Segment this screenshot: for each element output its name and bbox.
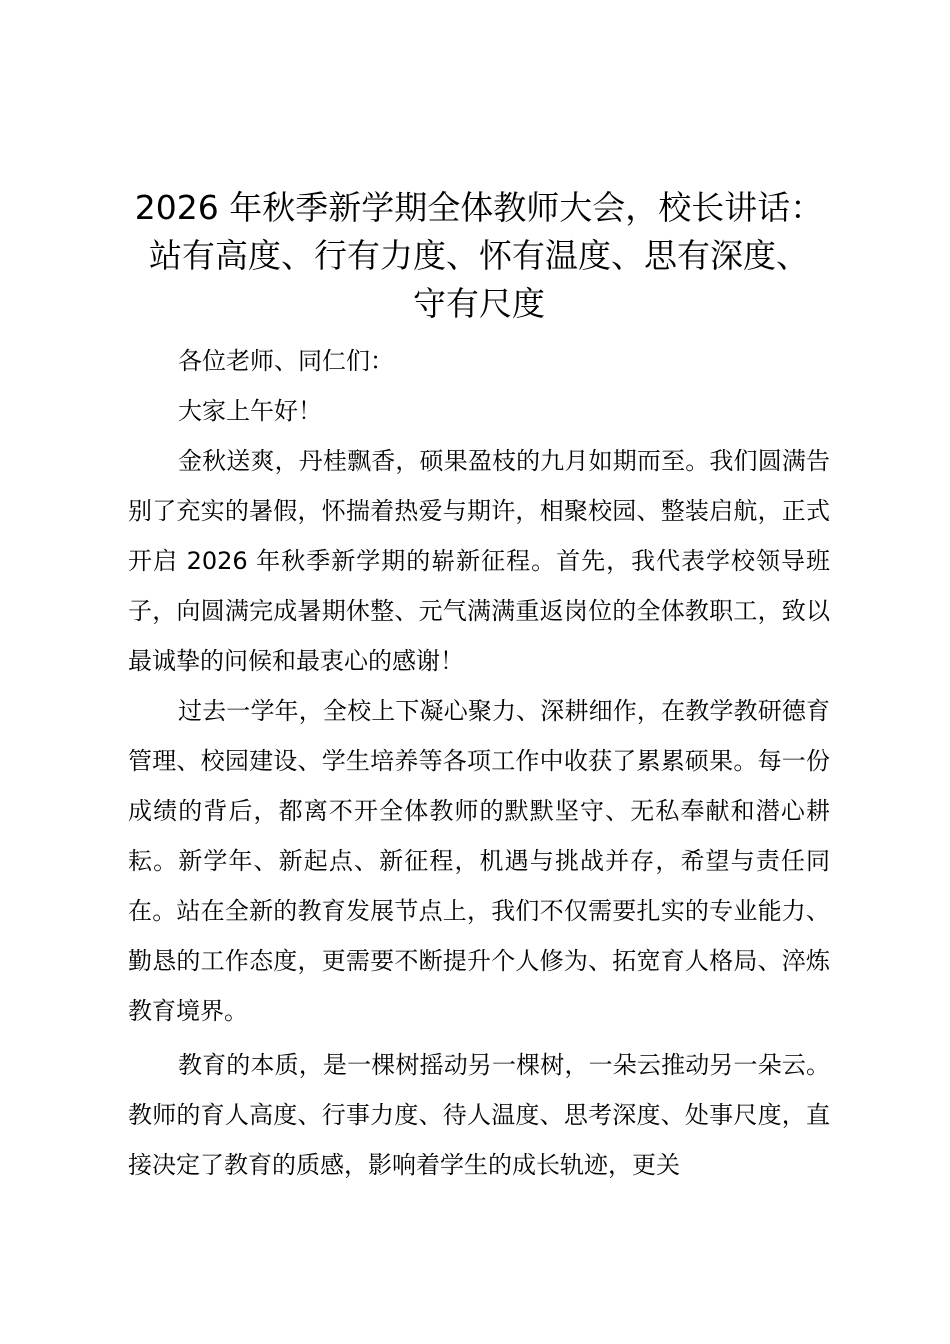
body-paragraph-review: 过去一学年，全校上下凝心聚力、深耕细作，在教学教研德育管理、校园建设、学生培养等各项工作中收获了累累硕果。每一份成绩的背后，都离不开全体教师的默默坚守、无私奉献和潜心耕耘。新学年、新起点、新征程，机遇与挑战并存，希望与责任同在。站在全新的教育发展节点上，我们不仅需要扎实的专业能力、勤恳的工作态度，更需要不断提升个人修为、拓宽育人格局、淬炼教育境界。 [128,697,830,1025]
salutation-paragraph: 各位老师、同仁们： [178,347,394,375]
body-paragraph-opening: 金秋送爽，丹桂飘香，硕果盈枝的九月如期而至。我们圆满告别了充实的暑假，怀揣着热爱与期许，相聚校园、整装启航，正式开启 2026 年秋季新学期的崭新征程。首先，我代表学校领导班子，向圆满完成暑期休整、元气满满重返岗位的全体教职工，致以最诚挚的问候和最衷心的感谢！ [128,447,830,675]
title-line-1: 2026 年秋季新学期全体教师大会，校长讲话： [134,188,824,227]
body-paragraph-essence: 教育的本质，是一棵树摇动另一棵树，一朵云推动另一朵云。教师的育人高度、行事力度、待人温度、思考深度、处事尺度，直接决定了教育的质感，影响着学生的成长轨迹，更关 [128,1051,830,1179]
document-title [128,184,830,328]
greeting-paragraph: 大家上午好！ [178,397,322,425]
title-line-3: 守有尺度 [413,284,545,323]
title-line-2: 站有高度、行有力度、怀有温度、思有深度、 [149,236,809,275]
